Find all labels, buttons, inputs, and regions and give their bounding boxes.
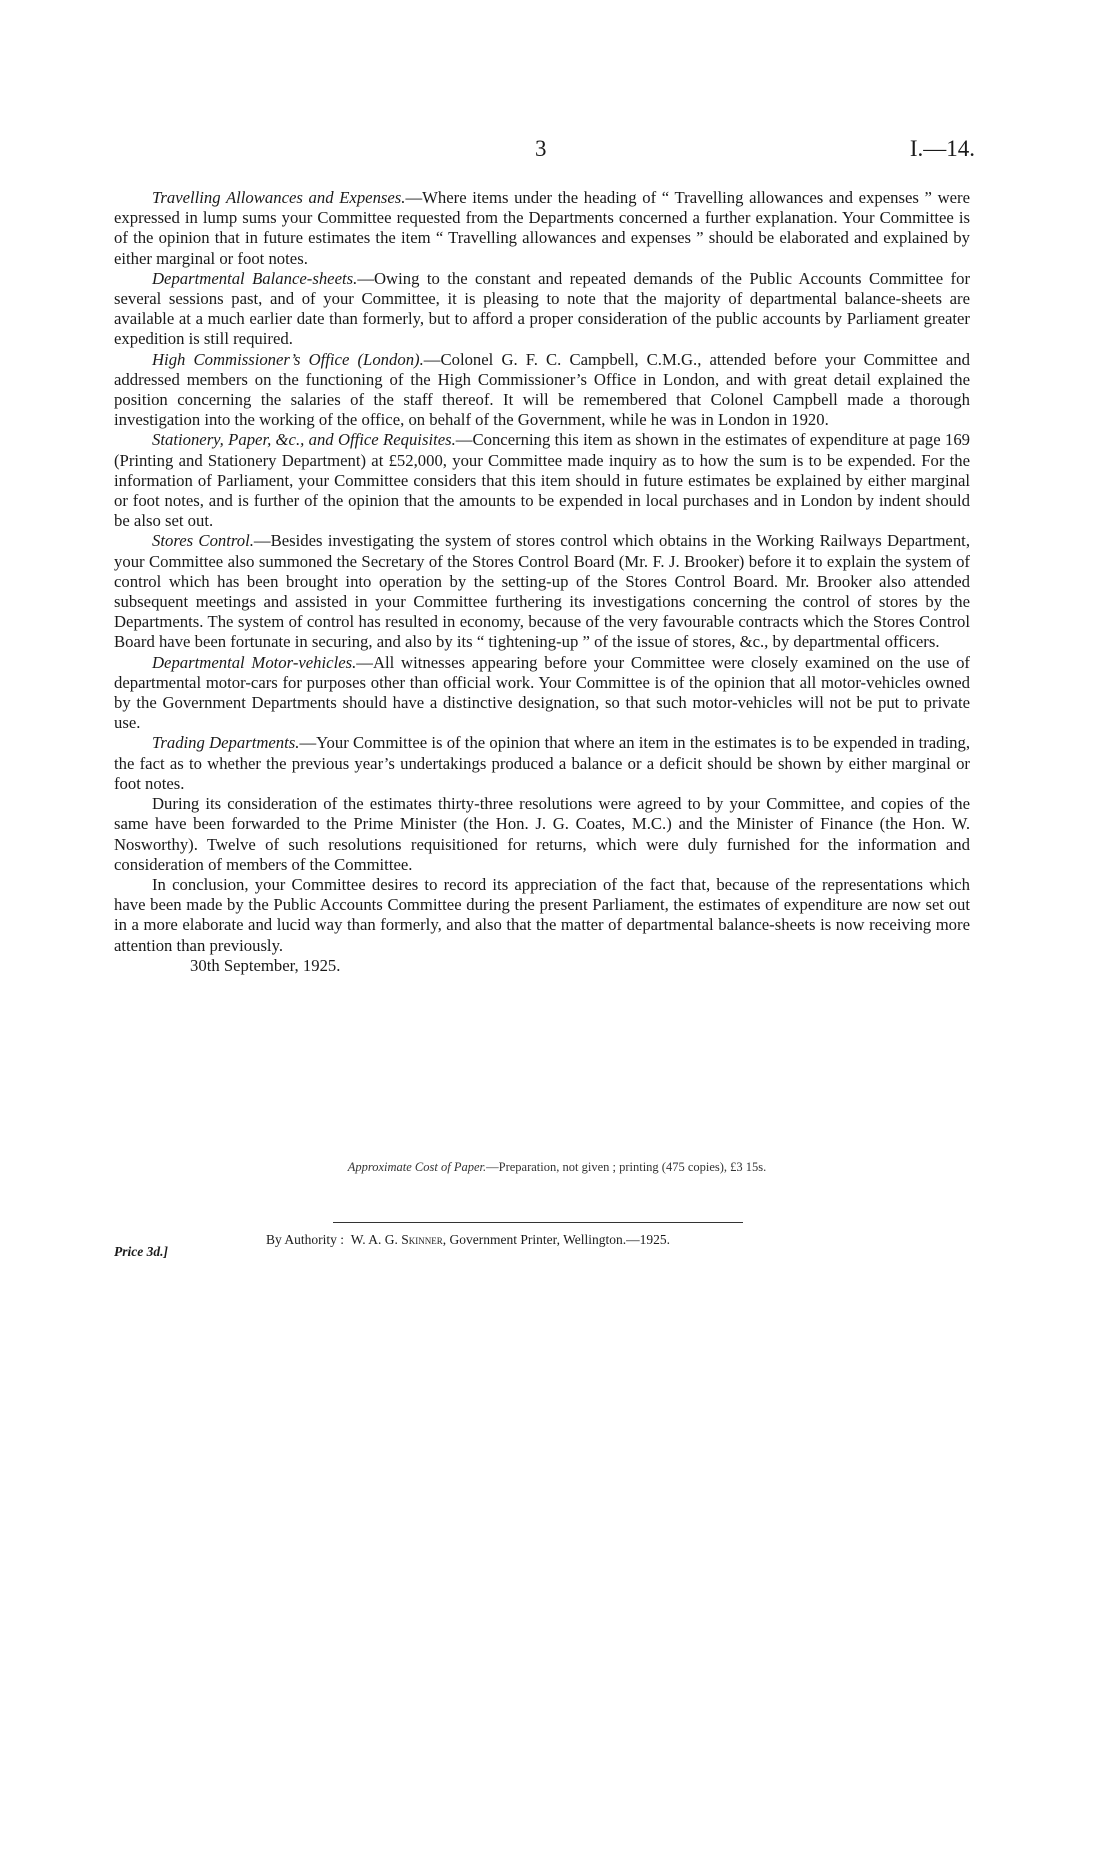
divider-rule (333, 1222, 743, 1223)
paragraph-conclusion (114, 875, 970, 956)
printer-suffix: Government Printer, Wellington.—1925. (449, 1232, 671, 1247)
paragraph-text: —Your Committee is of the opinion that where an item in the estimates is to be expended in trading, the fact as to whether the previous year’s undertakings produced a balance or a deficit should be shown by either marginal or foot notes. (114, 733, 971, 793)
paragraph-resolutions (114, 794, 970, 875)
paragraph-heading: Departmental Balance-sheets. (152, 268, 358, 288)
printer-name: W. A. G. Skinner, (350, 1232, 447, 1247)
paragraph-text: —Colonel G. F. C. Campbell, C.M.G., attended before your Committee and addressed members on the functioning of the High Commissioner’s Office in London, and with great detail explained the position concerning the salaries of the staff thereof. It will be remembered that Colonel Campbell made a thorough investigation into the working of the office, on behalf of the Government, while he was in London in 1920. (114, 349, 970, 430)
report-body (114, 188, 970, 976)
document-reference: I.—14. (909, 136, 975, 161)
paragraph-text: During its consideration of the estimates thirty-three resolutions were agreed to by your Committee, and copies of the same have been forwarded to the Prime Minister (the Hon. J. G. Coates, M.C.) and the Minister of Finance (the Hon. W. Nosworthy). Twelve of such resolutions requisitioned for returns, which were duly furnished for the information and consideration of members of the Committee. (114, 794, 970, 874)
paragraph-stationery (114, 430, 970, 531)
report-date: 30th September, 1925. (190, 955, 341, 975)
paragraph-heading: Travelling Allowances and Expenses. (152, 188, 406, 207)
paragraph-heading: Trading Departments. (152, 733, 300, 753)
paragraph-trading-departments (114, 733, 970, 794)
paragraph-text: In conclusion, your Committee desires to record its appreciation of the fact that, because of the representations which have been made by the Public Accounts Committee during the present Parliament, the estimates of expenditure are now set out in a more elaborate and lucid way than formerly, and also that the matter of departmental balance-sheets is now receiving more attention than previously. (114, 874, 970, 955)
paragraph-text: —Where items under the heading of “ Travelling allowances and expenses ” were expressed in lump sums your Committee requested from the Departments concerned a further explanation. Your Committee is of the opinion that in future estimates the item “ Travelling allowances and expenses ” should be elaborated and explained by either marginal or foot notes. (114, 188, 970, 268)
printer-prefix: By Authority : (266, 1232, 345, 1247)
paragraph-heading: Departmental Motor-vehicles. (152, 652, 357, 672)
page-number: 3 (535, 136, 547, 161)
paragraph-balance-sheets (114, 269, 970, 350)
cost-note-text: —Preparation, not given ; printing (475 copies), £3 15s. (486, 1160, 767, 1174)
cost-note (0, 1160, 1114, 1175)
paragraph-motor-vehicles (114, 653, 970, 734)
paragraph-text: —Concerning this item as shown in the estimates of expenditure at page 169 (Printing and Stationery Department) at £52,000, your Committee made inquiry as to how the sum is to be expended. For the information of Parliament, your Committee considers that this item should in future estimates be explained by either marginal or foot notes, and is further of the opinion that the amounts to be expended in local purchases and in London by indent should be also set out. (114, 430, 971, 531)
paragraph-heading: Stores Control. (152, 531, 254, 551)
paragraph-travelling-allowances (114, 188, 970, 269)
printer-line (266, 1232, 670, 1248)
paragraph-text: —All witnesses appearing before your Committee were closely examined on the use of departmental motor-cars for purposes other than official work. Your Committee is of the opinion that all motor-vehicles owned by the Government Departments should have a distinctive designation, so that such motor-vehicles will not be put to private use. (114, 652, 970, 733)
paragraph-text: —Besides investigating the system of stores control which obtains in the Working Railways Department, your Committee also summoned the Secretary of the Stores Control Board (Mr. F. J. Brooker) before it to explain the system of control which has been brought into operation by the setting-up of the Stores Control Board. Mr. Brooker also attended subsequent meetings and assisted in your Committee furthering its investigations concerning the control of stores by the Departments. The system of control has resulted in economy, because of the very favourable contracts which the Stores Control Board have been fortunate in securing, and also by its “ tightening-up ” of the issue of stores, &c., by departmental officers. (114, 531, 970, 652)
cost-note-label: Approximate Cost of Paper. (347, 1160, 487, 1174)
price-note: Price 3d.] (114, 1244, 168, 1259)
paragraph-high-commissioner (114, 350, 970, 431)
paragraph-stores-control (114, 531, 970, 652)
paragraph-heading: High Commissioner’s Office (London). (152, 349, 424, 369)
paragraph-text: —Owing to the constant and repeated demands of the Public Accounts Committee for several sessions past, and of your Committee, it is pleasing to note that the majority of departmental balance-sheets are available at a much earlier date than formerly, but to afford a proper consideration of the public accounts by Parliament greater expedition is still required. (114, 268, 970, 349)
paragraph-heading: Stationery, Paper, &c., and Office Requisites. (152, 430, 456, 450)
